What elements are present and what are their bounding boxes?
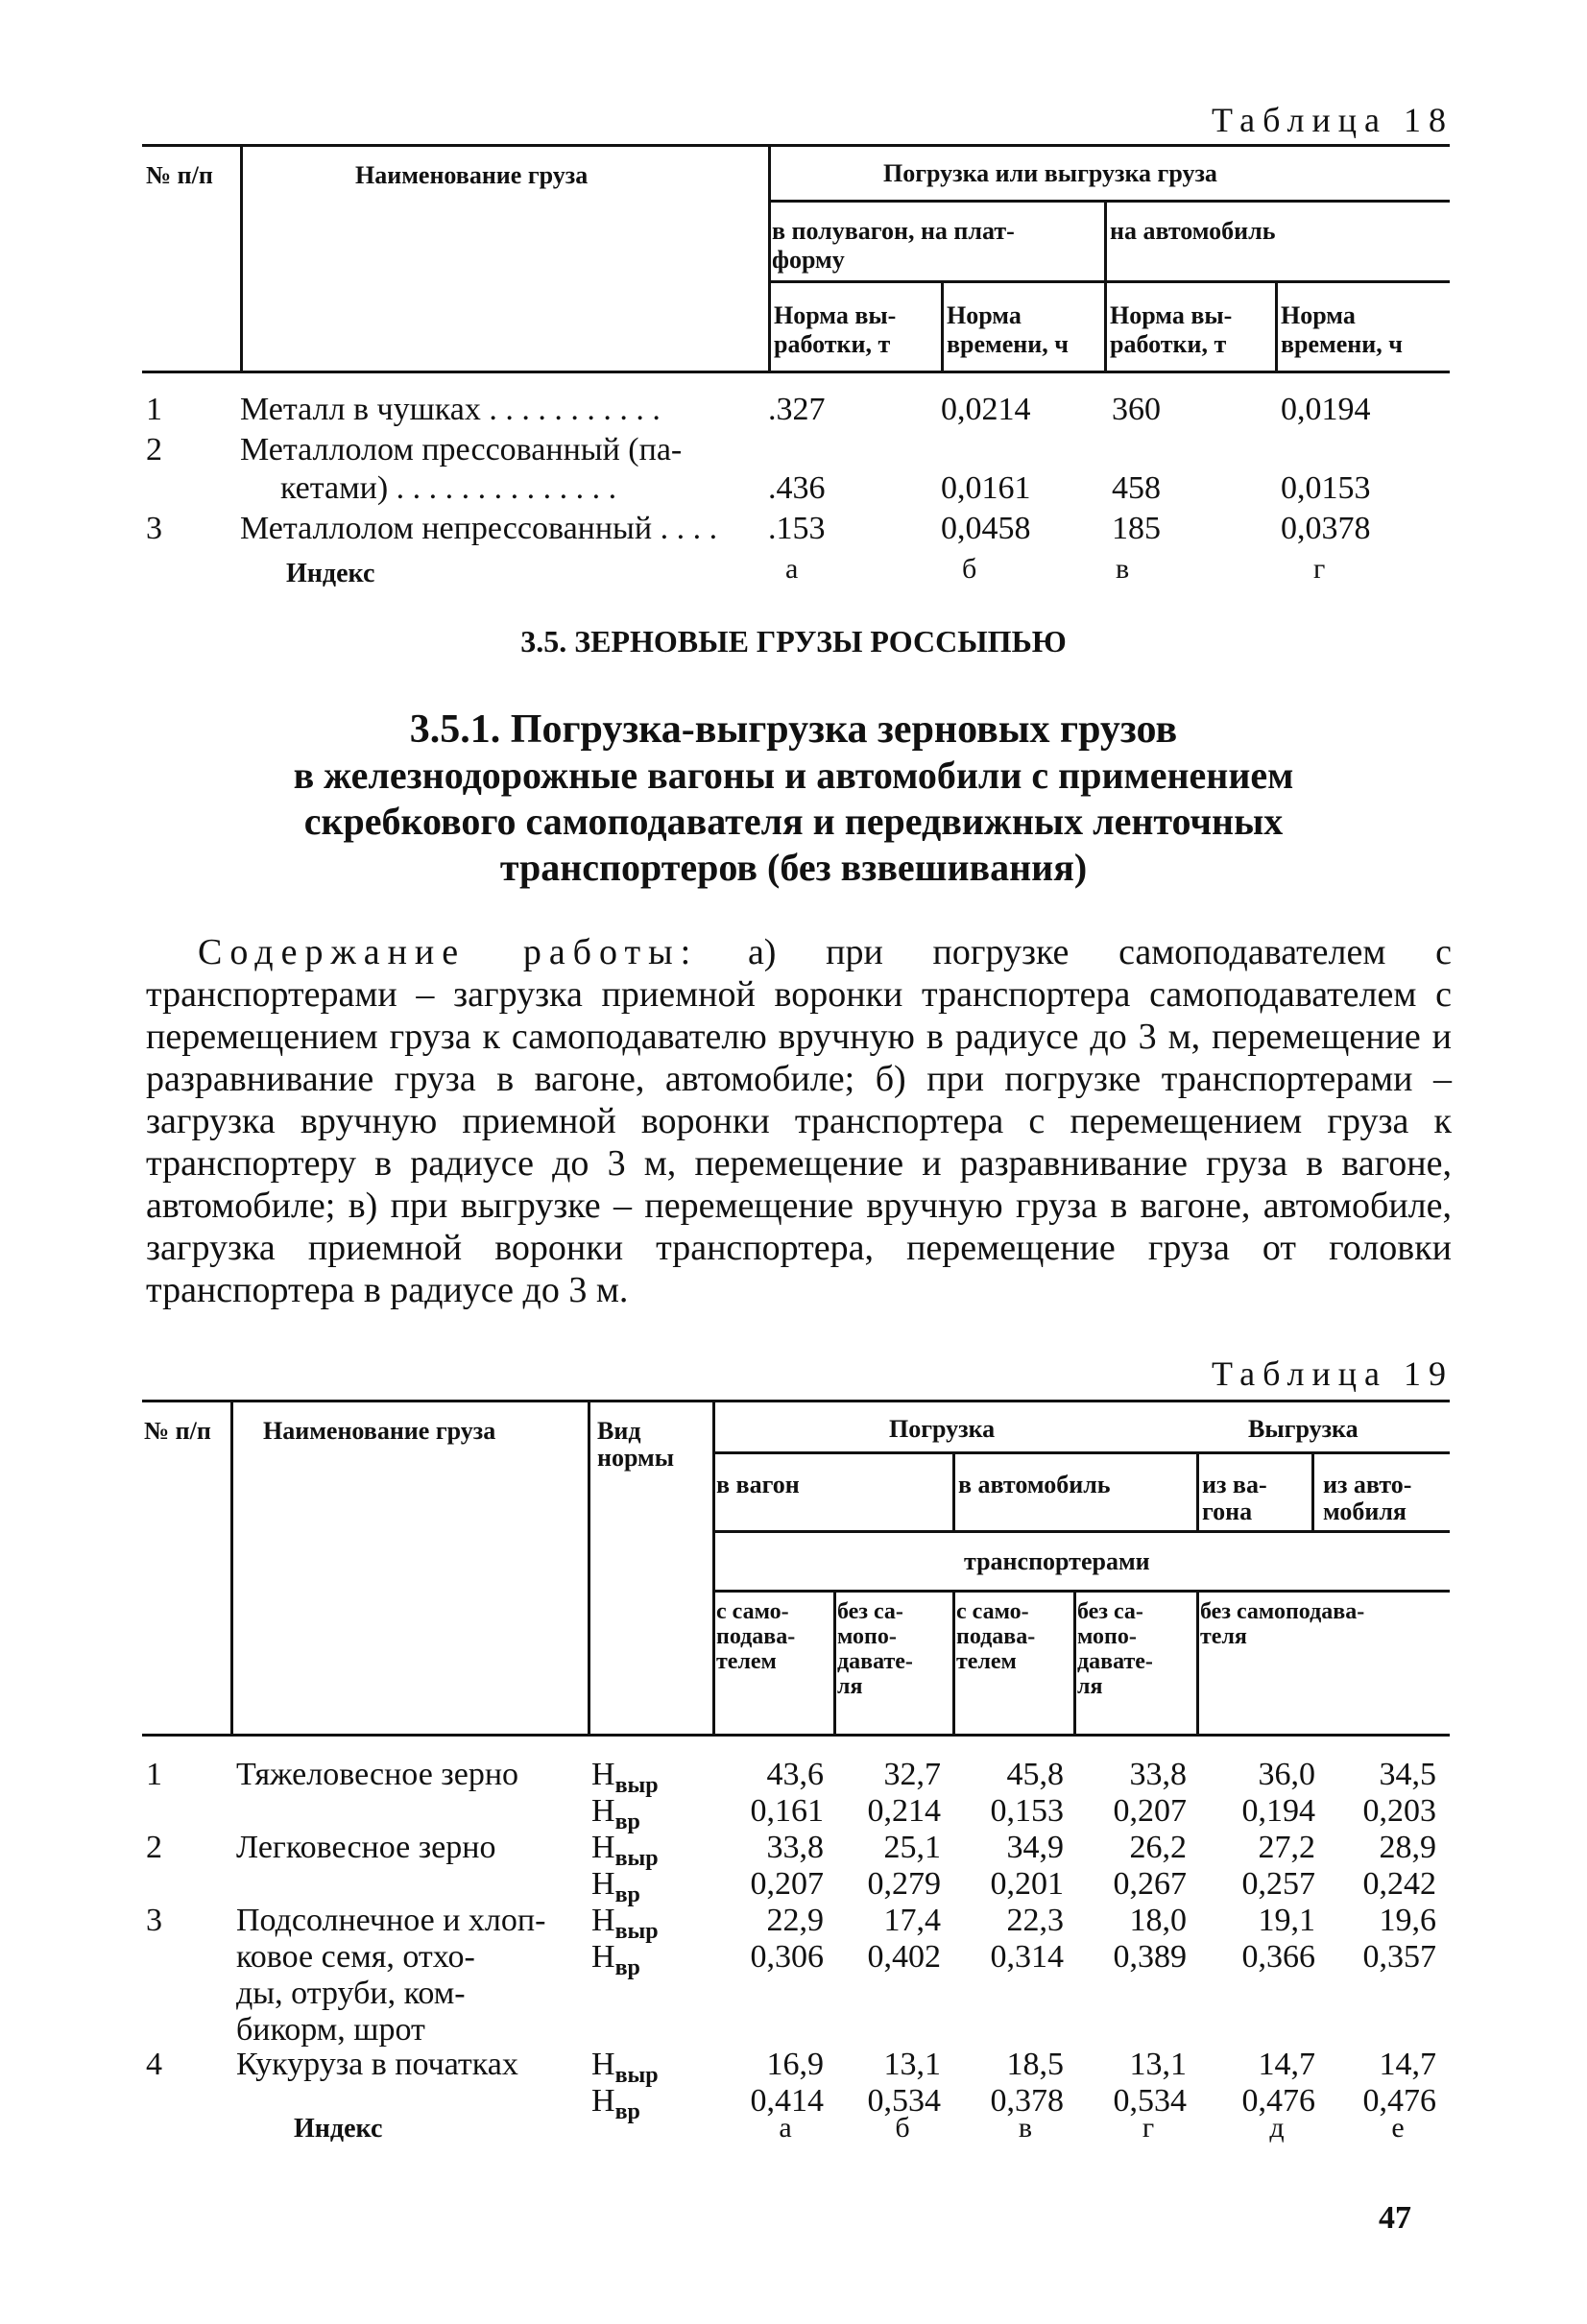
table19-cell-time: 0,279	[867, 1866, 941, 1902]
table19-cell-output: 36,0	[1258, 1757, 1315, 1792]
table18-cell: 360	[1112, 392, 1161, 427]
table18-header-norm-time2: Норма	[1281, 301, 1356, 329]
table19-cell-output: 13,1	[883, 2047, 941, 2082]
table19-header-with-feeder2	[956, 1599, 1035, 1674]
table19-cell-output: 17,4	[883, 1903, 941, 1938]
header-line: с само-	[956, 1599, 1029, 1624]
table18-header-norm-out2: Норма вы-	[1110, 301, 1233, 329]
table19-row-name: бикорм, шрот	[236, 2012, 425, 2048]
table19-cell-time: 0,194	[1241, 1793, 1315, 1829]
table18-header-wagon-l1: в полувагон, на плат-	[772, 217, 1015, 245]
subsection-title-line: транспортеров (без взвешивания)	[499, 846, 1088, 889]
table19-header-without-feeder2	[1077, 1599, 1153, 1699]
table19-cell-time: 0,402	[867, 1939, 941, 1975]
table19-header-unloading: Выгрузка	[1248, 1415, 1359, 1443]
table19-row-num: 1	[146, 1757, 162, 1792]
table18-cell: 458	[1112, 470, 1161, 506]
norm-letter: Н	[591, 1939, 615, 1975]
table19-index: в	[1018, 2112, 1033, 2144]
table19-cell-output: 22,9	[766, 1903, 824, 1938]
table18-row-num: 1	[146, 392, 162, 427]
table19-cell-output: 19,6	[1379, 1903, 1436, 1938]
table18-row-name: Металлолом прессованный (па-	[240, 432, 683, 467]
table19-cell-time: 0,153	[990, 1793, 1064, 1829]
table19-cell-time: 0,207	[1113, 1793, 1187, 1829]
table19-cell-output: 18,0	[1129, 1903, 1187, 1938]
table19-cell-output: 43,6	[766, 1757, 824, 1792]
norm-letter: Н	[591, 1866, 615, 1902]
table19-row-name: Легковесное зерно	[236, 1830, 496, 1865]
header-line: мопо-	[837, 1624, 897, 1649]
table19-row-name: Тяжеловесное зерно	[236, 1757, 519, 1792]
table19-cell-time: 0,257	[1241, 1866, 1315, 1902]
table18-row-name: Металл в чушках . . . . . . . . . . .	[240, 392, 661, 427]
table19-col-divider	[1196, 1590, 1199, 1734]
table19-cell-output: 33,8	[766, 1830, 824, 1865]
table18-header-norm-out2: работки, т	[1110, 330, 1227, 358]
table18-cell: 0,0161	[941, 470, 1031, 506]
table19-cell-time: 0,314	[990, 1939, 1064, 1975]
table18-cell: 0,0458	[941, 511, 1031, 546]
table18-col-divider	[240, 144, 243, 371]
table19-row-name: ковое семя, отхо-	[236, 1939, 475, 1975]
table18-header-norm-out: работки, т	[774, 330, 891, 358]
header-line: без са-	[1077, 1599, 1143, 1624]
table18-header-norm-out: Норма вы-	[774, 301, 897, 329]
table18-caption: Таблица 18	[1212, 101, 1454, 139]
table19-header-from-wagon: из ва-	[1202, 1471, 1267, 1498]
header-line: телем	[716, 1649, 777, 1674]
work-content-paragraph	[146, 931, 1452, 1311]
table18-top-rule	[142, 144, 1450, 147]
table19-header-num: № п/п	[144, 1417, 211, 1445]
table18-header-bottom-rule	[142, 371, 1450, 373]
table19-header-to-wagon: в вагон	[716, 1471, 800, 1498]
section-title: 3.5. ЗЕРНОВЫЕ ГРУЗЫ РОССЫПЬЮ	[520, 624, 1067, 659]
header-line: с само-	[716, 1599, 789, 1624]
table19-cell-time: 0,161	[750, 1793, 824, 1829]
table19-col-divider	[230, 1400, 233, 1734]
table18-header-norm-time2: времени, ч	[1281, 330, 1403, 358]
table19-cell-time: 0,306	[750, 1939, 824, 1975]
table19-index: д	[1269, 2112, 1285, 2144]
table19-index: а	[779, 2112, 792, 2144]
table19-cell-output: 14,7	[1258, 2047, 1315, 2082]
table18-col-divider	[768, 144, 771, 371]
table18-cell: .327	[768, 392, 826, 427]
table19-col-divider	[952, 1451, 955, 1530]
norm-letter: Н	[591, 1757, 615, 1792]
norm-subscript: вр	[614, 1955, 640, 1980]
table18-index: а	[785, 553, 799, 585]
table18-sub-rule	[768, 280, 1450, 283]
table19-cell-output: 22,3	[1006, 1903, 1064, 1938]
header-line: ля	[837, 1674, 863, 1699]
table18-cell: .153	[768, 511, 826, 546]
norm-subscript: выр	[614, 2063, 659, 2088]
table19-header-to-auto: в автомобиль	[958, 1471, 1111, 1498]
table19-cell-time: 0,242	[1362, 1866, 1436, 1902]
table18-cell: 0,0214	[941, 392, 1031, 427]
table19-row-name: Подсолнечное и хлоп-	[236, 1903, 546, 1938]
table19-header-conveyors: транспортерами	[964, 1547, 1150, 1575]
table18-row-name: Металлолом непрессованный . . . .	[240, 511, 718, 546]
table18-col-divider	[1104, 200, 1107, 371]
subsection-title-line: в железнодорожные вагоны и автомобили с применением	[293, 754, 1294, 797]
table19-cell-output: 18,5	[1006, 2047, 1064, 2082]
work-content-text: а) при погрузке самоподавателем с транспортерами – загрузка приемной воронки транспортера самоподавателем с перемещением груза к самоподавателю вручную в радиусе до 3 м, перемещение и разравнивание груза в вагоне, автомобиле; б) при погрузке транспортерами – загрузка вручную приемной воронки транспортера с перемещением груза к транспортеру в радиусе до 3 м, перемещение и разравнивание груза в вагоне, автомобиле; в) при выгрузке – перемещение вручную груза в вагоне, автомобиле, загрузка приемной воронки транспортера, перемещение груза от головки транспортера в радиусе до 3 м.	[146, 932, 1453, 1310]
table19-cell-output: 32,7	[883, 1757, 941, 1792]
table19-row-num: 4	[146, 2047, 162, 2082]
table18-header-num: № п/п	[146, 161, 213, 189]
page-number: 47	[1379, 2200, 1411, 2236]
subsection-title-line: скребкового самоподавателя и передвижных ленточных	[303, 800, 1284, 843]
table19-conveyor-rule	[712, 1590, 1450, 1593]
table19-cell-output: 25,1	[883, 1830, 941, 1865]
table19-header-bottom-rule	[142, 1734, 1450, 1737]
norm-subscript: выр	[614, 1773, 659, 1798]
header-line: мопо-	[1077, 1624, 1137, 1649]
table19-header-without-feeder-unloading	[1200, 1599, 1364, 1649]
table19-cell-time: 0,357	[1362, 1939, 1436, 1975]
table19-index-label: Индекс	[294, 2114, 383, 2144]
table19-cell-output: 28,9	[1379, 1830, 1436, 1865]
header-line: ля	[1077, 1674, 1103, 1699]
table19-row-num: 2	[146, 1830, 162, 1865]
table19-cell-output: 33,8	[1129, 1757, 1187, 1792]
table19-cell-time: 0,207	[750, 1866, 824, 1902]
table19-cell-output: 26,2	[1129, 1830, 1187, 1865]
norm-subscript: выр	[614, 1919, 659, 1944]
table18-col-divider	[941, 280, 944, 371]
table19-cell-time: 0,534	[867, 2083, 941, 2119]
header-line: давате-	[837, 1649, 913, 1674]
table18-group-rule	[768, 200, 1450, 203]
table19-cell-output: 16,9	[766, 2047, 824, 2082]
table19-index: г	[1142, 2112, 1155, 2144]
table19-cell-output: 27,2	[1258, 1830, 1315, 1865]
table18-cell: 0,0153	[1281, 470, 1371, 506]
table19-header-with-feeder	[716, 1599, 795, 1674]
table18-cell: 0,0194	[1281, 392, 1371, 427]
table19-caption: Таблица 19	[1212, 1354, 1454, 1393]
table19-header-loading: Погрузка	[889, 1415, 996, 1443]
table19-sub-rule	[712, 1530, 1450, 1533]
header-line: подава-	[956, 1624, 1036, 1649]
table19-col-divider	[952, 1590, 955, 1734]
work-content-lead: Содержание работы:	[198, 932, 699, 972]
table19-cell-time: 0,476	[1241, 2083, 1315, 2119]
table19-row-num: 3	[146, 1903, 162, 1938]
header-line: телем	[956, 1649, 1017, 1674]
norm-letter: Н	[591, 1793, 615, 1829]
table19-index: е	[1391, 2112, 1405, 2144]
table18-index: г	[1313, 553, 1326, 585]
table19-cell-time: 0,534	[1113, 2083, 1187, 2119]
table18-header-auto: на автомобиль	[1110, 217, 1276, 245]
header-line: давате-	[1077, 1649, 1153, 1674]
table19-header-name: Наименование груза	[263, 1417, 496, 1445]
table19-cell-time: 0,476	[1362, 2083, 1436, 2119]
table19-col-divider	[1073, 1590, 1076, 1734]
norm-letter: Н	[591, 2047, 615, 2082]
table19-cell-output: 34,5	[1379, 1757, 1436, 1792]
table19-index: б	[895, 2112, 910, 2144]
table19-cell-output: 34,9	[1006, 1830, 1064, 1865]
table18-header-norm-time: Норма	[947, 301, 1022, 329]
table19-cell-output: 45,8	[1006, 1757, 1064, 1792]
table19-cell-time: 0,389	[1113, 1939, 1187, 1975]
table19-header-without-feeder	[837, 1599, 913, 1699]
table18-header-name: Наименование груза	[355, 161, 589, 189]
table19-cell-time: 0,214	[867, 1793, 941, 1829]
table18-header-group: Погрузка или выгрузка груза	[883, 159, 1217, 187]
table19-col-divider	[588, 1400, 590, 1734]
table19-col-divider	[712, 1400, 715, 1734]
subsection-title-line: 3.5.1. Погрузка-выгрузка зерновых грузов	[409, 707, 1178, 752]
table19-header-kind: нормы	[597, 1444, 675, 1472]
header-line: без са-	[837, 1599, 903, 1624]
table19-col-divider	[1196, 1451, 1199, 1530]
table19-cell-time: 0,378	[990, 2083, 1064, 2119]
table18-row-num: 3	[146, 511, 162, 546]
table19-cell-time: 0,366	[1241, 1939, 1315, 1975]
table18-row-num: 2	[146, 432, 162, 467]
table18-index: в	[1116, 553, 1130, 585]
header-line: подава-	[716, 1624, 796, 1649]
table18-header-wagon-l2: форму	[772, 246, 845, 274]
table19-header-from-auto: из авто-	[1323, 1471, 1412, 1498]
table19-cell-output: 13,1	[1129, 2047, 1187, 2082]
table19-col-divider	[833, 1590, 836, 1734]
table19-norm-time-label	[591, 1939, 640, 1986]
norm-subscript: вр	[614, 1809, 640, 1834]
table18-index: б	[962, 553, 977, 585]
table19-header-from-wagon: гона	[1202, 1497, 1253, 1525]
norm-letter: Н	[591, 1830, 615, 1865]
table18-row-name: кетами) . . . . . . . . . . . . . .	[280, 470, 617, 506]
table19-cell-time: 0,267	[1113, 1866, 1187, 1902]
table19-header-from-auto: мобиля	[1323, 1497, 1407, 1525]
table18-index-label: Индекс	[286, 559, 375, 588]
norm-subscript: выр	[614, 1846, 659, 1871]
header-line: теля	[1200, 1624, 1247, 1649]
table19-col-divider	[1311, 1451, 1314, 1530]
norm-letter: Н	[591, 1903, 615, 1938]
table19-group-rule	[712, 1451, 1450, 1454]
table18-cell: .436	[768, 470, 826, 506]
table19-cell-time: 0,414	[750, 2083, 824, 2119]
table19-cell-time: 0,201	[990, 1866, 1064, 1902]
table18-cell: 0,0378	[1281, 511, 1371, 546]
norm-subscript: вр	[614, 2099, 640, 2124]
header-line: без самоподава-	[1200, 1599, 1365, 1624]
table19-header-kind: Вид	[597, 1417, 641, 1445]
table19-row-name: Кукуруза в початках	[236, 2047, 518, 2082]
subsection-title	[0, 707, 1587, 891]
table19-norm-time-label	[591, 2083, 640, 2130]
table19-cell-output: 19,1	[1258, 1903, 1315, 1938]
table18-col-divider	[1275, 280, 1278, 371]
norm-letter: Н	[591, 2083, 615, 2119]
table19-row-name: ды, отруби, ком-	[236, 1976, 466, 2011]
table18-header-norm-time: времени, ч	[947, 330, 1069, 358]
table19-top-rule	[142, 1400, 1450, 1402]
table19-cell-time: 0,203	[1362, 1793, 1436, 1829]
table19-cell-output: 14,7	[1379, 2047, 1436, 2082]
table18-cell: 185	[1112, 511, 1161, 546]
norm-subscript: вр	[614, 1882, 640, 1907]
